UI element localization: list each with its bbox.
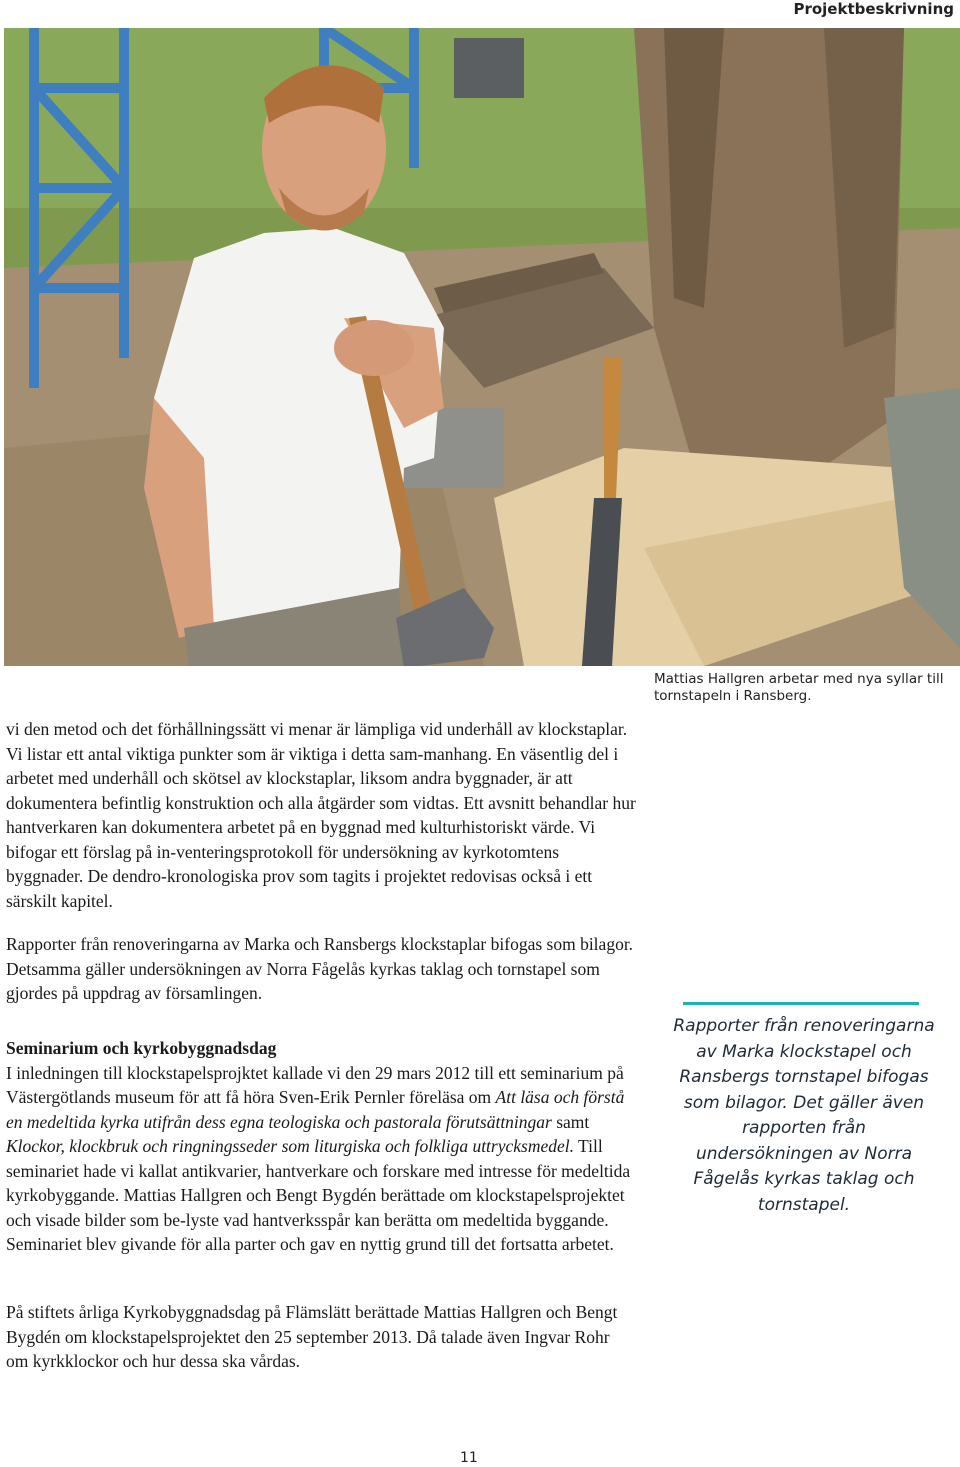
body-paragraph-1: vi den metod och det förhållningssätt vi menar är lämpliga vid underhåll av klockstaplar. Vi listar ett antal viktiga punkter som är viktiga i detta sam-manhang. En väsentlig del i arbetet med underhåll och skötsel av klockstaplar, liksom andra byggnader, är att dokumentera befintlig konstruktion och alla åtgärder som vidtas. Ett avsnitt behandlar hur hantverkaren kan dokumentera arbetet på en byggnad med kulturhistoriskt värde. Vi bifogar ett förslag på in-venteringsprotokoll för undersökning av kyrkotomtens byggnader. De dendro-kronologiska prov som tagits i projektet redovisas också i ett särskilt kapitel. xyxy=(6,719,636,911)
pullquote: Rapporter från renoveringarna av Marka klockstapel och Ransbergs tornstapel bifogas som bilagor. Det gäller även rapporten från undersökningen av Norra Fågelås kyrkas taklag och tornstapel. xyxy=(673,1016,935,1215)
pullquote-rule xyxy=(683,1002,919,1005)
lecture-title-2: Klockor, klockbruk och ringningsseder som liturgiska och folkliga uttrycksmedel. xyxy=(6,1136,574,1156)
photo-craftsman-with-axe xyxy=(4,28,960,666)
section-heading-seminarium: Seminarium och kyrkobyggnadsdag xyxy=(6,1038,277,1058)
body-paragraph-4: På stiftets årliga Kyrkobyggnadsdag på Flämslätt berättade Mattias Hallgren och Bengt Bygdén om klockstapelsprojektet den 25 september 2013. Då talade även Ingvar Rohr om kyrkklockor och hur dessa ska vårdas. xyxy=(6,1302,618,1371)
seminar-text-3: Till seminariet hade vi kallat antikvarier, hantverkare och forskare med intresse för medeltida kyrkobyggande. Mattias Hallgren och Bengt Bygdén berättade om klockstapelsprojektet och visade bilder som be-lyste vad hantverksspår kan berätta om medeltida byggande. Seminariet blev givande för alla parter och gav en nyttig grund till det fortsatta arbetet. xyxy=(6,1136,631,1254)
section-header-label: Projektbeskrivning xyxy=(793,0,954,18)
photo-caption: Mattias Hallgren arbetar med nya syllar till tornstapeln i Ransberg. xyxy=(654,671,944,704)
lecture-title-1: Att läsa och förstå en medeltida kyrka utifrån dess egna teologiska och pastorala förutsättningar xyxy=(6,1087,625,1132)
seminar-text-1: I inledningen till klockstapelsprojktet kallade vi den 29 mars 2012 till ett seminarium på Västergötlands museum för att få höra Sven-Erik Pernler föreläsa om xyxy=(6,1062,624,1107)
page-number: 11 xyxy=(460,1450,478,1466)
seminar-text-2: samt xyxy=(551,1111,590,1132)
body-paragraph-2: Rapporter från renoveringarna av Marka och Ransbergs klockstaplar bifogas som bilagor. Detsamma gäller undersökningen av Norra Fågelås kyrkas taklag och tornstapel som gjordes på uppdrag av församlingen. xyxy=(6,934,634,1003)
seminar-section xyxy=(6,1036,636,1257)
